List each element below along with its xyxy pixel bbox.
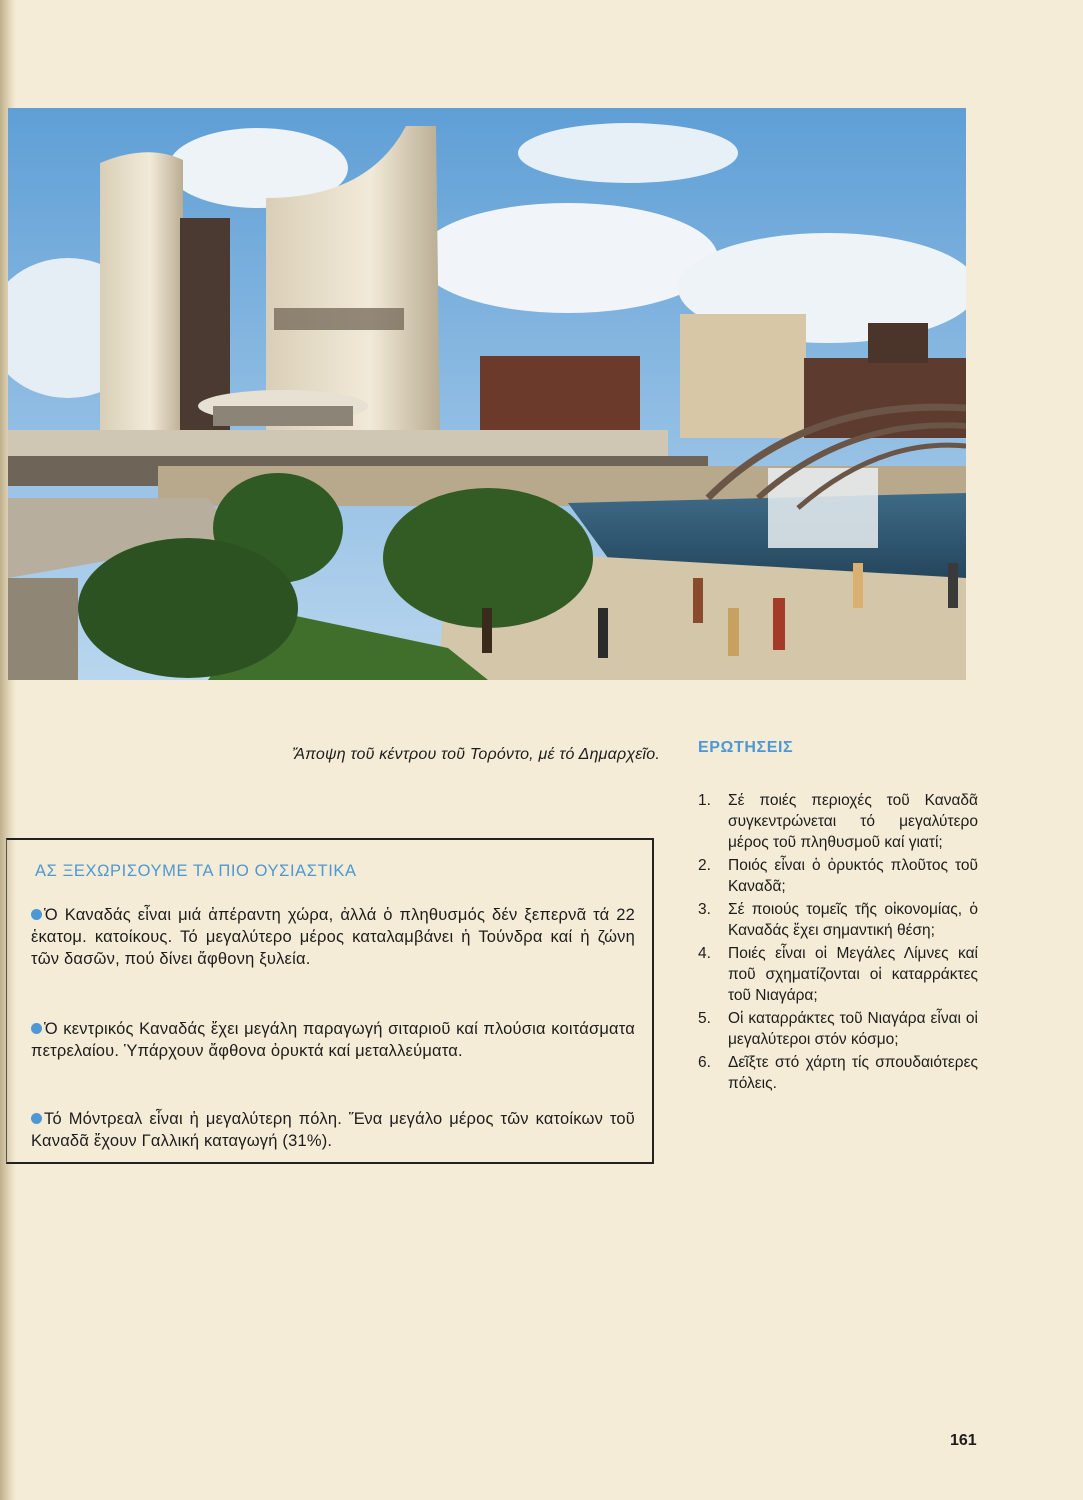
question-number: 3. (698, 901, 711, 918)
question-text: Σέ ποιές περιοχές τοῦ Καναδᾶ συγκεντρώνεται τό μεγαλύτερο μέρος τοῦ πληθυσμοῦ καί γιατί; (728, 792, 978, 851)
photo-caption: Ἄποψη τοῦ κέντρου τοῦ Τορόντο, μέ τό Δημαρχεῖο. (291, 746, 660, 763)
question-number: 5. (698, 1010, 711, 1027)
summary-box (6, 838, 654, 1164)
question-number: 4. (698, 945, 711, 962)
question-text: Σέ ποιούς τομεῖς τῆς οἰκονομίας, ὁ Καναδάς ἔχει σημαντική θέση; (728, 901, 978, 939)
summary-paragraph: Ὁ κεντρικός Καναδάς ἔχει μεγάλη παραγωγή σιταριοῦ καί πλούσια κοιτάσματα πετρελαίου. Ὑπάρχουν ἄφθονα ὀρυκτά καί μεταλλεύματα. (31, 1020, 635, 1060)
question-item (698, 1052, 978, 1094)
page-number: 161 (950, 1432, 977, 1449)
question-number: 1. (698, 792, 711, 809)
question-item (698, 899, 978, 941)
question-item (698, 790, 978, 853)
summary-box-title: ΑΣ ΞΕΧΩΡΙΣΟΥΜΕ ΤΑ ΠΙΟ ΟΥΣΙΑΣΤΙΚΑ (35, 862, 357, 880)
bullet-icon (31, 909, 42, 920)
question-text: Ποιός εἶναι ὁ ὀρυκτός πλοῦτος τοῦ Καναδᾶ; (728, 857, 978, 895)
question-item (698, 943, 978, 1006)
question-text: Δεῖξτε στό χάρτη τίς σπουδαιότερες πόλεις. (728, 1054, 978, 1092)
question-text: Οἱ καταρράκτες τοῦ Νιαγάρα εἶναι οἱ μεγαλύτεροι στόν κόσμο; (728, 1010, 978, 1048)
summary-paragraph: Ὁ Καναδάς εἶναι μιά ἀπέραντη χώρα, ἀλλά ὁ πληθυσμός δέν ξεπερνᾶ τά 22 ἑκατομ. κατοίκους. Τό μεγαλύτερο μέρος καταλαμβάνει ἡ Τούνδρα καί ἡ ζώνη τῶν δασῶν, πού δίνει ἄφθονη ξυλεία. (31, 906, 635, 968)
toronto-city-hall-photo (8, 108, 966, 680)
question-item (698, 855, 978, 897)
summary-paragraph: Τό Μόντρεαλ εἶναι ἡ μεγαλύτερη πόλη. Ἕνα μεγάλο μέρος τῶν κατοίκων τοῦ Καναδᾶ ἔχουν Γαλλική καταγωγή (31%). (31, 1110, 635, 1150)
questions-list (698, 790, 978, 1096)
question-number: 6. (698, 1054, 711, 1071)
bullet-icon (31, 1023, 42, 1034)
question-text: Ποιές εἶναι οἱ Μεγάλες Λίμνες καί ποῦ σχηματίζονται οἱ καταρράκτες τοῦ Νιαγάρα; (728, 945, 978, 1004)
bullet-icon (31, 1113, 42, 1124)
questions-title: ΕΡΩΤΗΣΕΙΣ (698, 739, 794, 756)
question-number: 2. (698, 857, 711, 874)
question-item (698, 1008, 978, 1050)
